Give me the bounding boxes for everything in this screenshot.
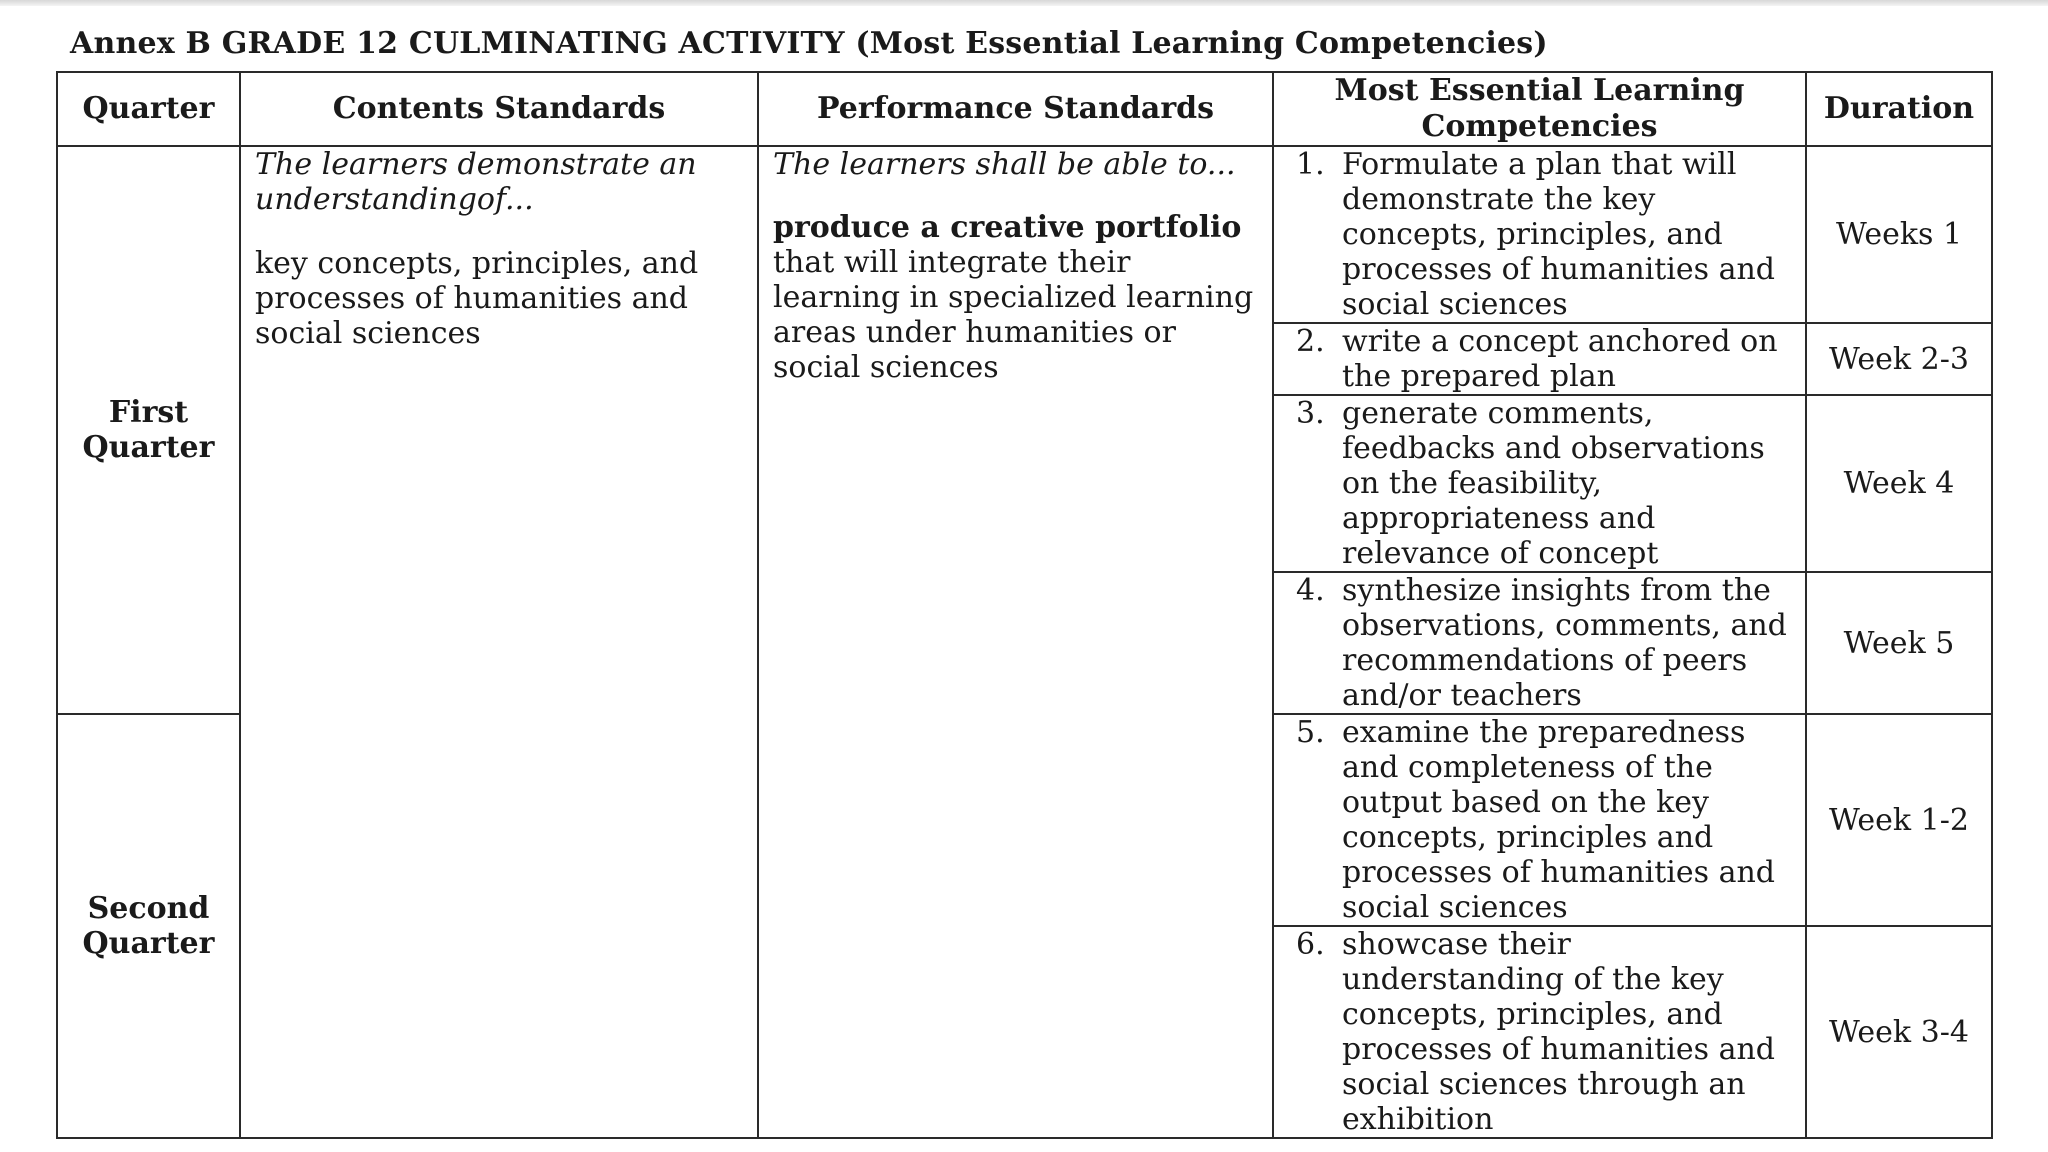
top-rule xyxy=(0,0,2048,6)
contents-standards-lead: The learners demonstrate an understandingof... xyxy=(255,147,697,217)
competency-4 xyxy=(1273,572,1806,714)
competency-2 xyxy=(1273,323,1806,395)
document-title: Annex B GRADE 12 CULMINATING ACTIVITY (Most Essential Learning Competencies) xyxy=(70,26,1548,61)
header-quarter: Quarter xyxy=(57,72,240,146)
competency-4-number: 4. xyxy=(1296,573,1325,608)
competency-4-text: synthesize insights from the observations, comments, and recommendations of peers and/or teachers xyxy=(1342,573,1787,713)
header-contents-standards: Contents Standards xyxy=(240,72,758,146)
table-header-row xyxy=(57,72,1992,146)
competency-6-number: 6. xyxy=(1296,927,1325,962)
duration-4: Week 5 xyxy=(1806,572,1992,714)
competency-1 xyxy=(1273,146,1806,323)
contents-standards-body: key concepts, principles, and processes of humanities and social sciences xyxy=(255,246,699,351)
quarter-second-label: Second Quarter xyxy=(82,891,215,961)
quarter-second xyxy=(57,714,240,1138)
competency-3 xyxy=(1273,395,1806,572)
duration-3: Week 4 xyxy=(1806,395,1992,572)
contents-standards-cell xyxy=(240,146,758,1138)
performance-standards-cell xyxy=(758,146,1273,1138)
header-duration: Duration xyxy=(1806,72,1992,146)
competency-5 xyxy=(1273,714,1806,926)
table-row xyxy=(57,146,1992,323)
duration-2: Week 2-3 xyxy=(1806,323,1992,395)
competency-5-text: examine the preparedness and completeness of the output based on the key concepts, principles and processes of humanities and social sciences xyxy=(1342,715,1775,925)
competency-1-text: Formulate a plan that will demonstrate the key concepts, principles, and processes of humanities and social sciences xyxy=(1342,147,1775,322)
header-performance-standards: Performance Standards xyxy=(758,72,1273,146)
competency-3-number: 3. xyxy=(1296,396,1325,431)
competency-1-number: 1. xyxy=(1296,147,1325,182)
competency-5-number: 5. xyxy=(1296,715,1325,750)
duration-1: Weeks 1 xyxy=(1806,146,1992,323)
quarter-first-label: First Quarter xyxy=(82,395,215,465)
competency-6 xyxy=(1273,926,1806,1138)
competency-2-number: 2. xyxy=(1296,324,1325,359)
header-competencies: Most Essential Learning Competencies xyxy=(1273,72,1806,146)
quarter-first xyxy=(57,146,240,714)
duration-6: Week 3-4 xyxy=(1806,926,1992,1138)
performance-standards-body: that will integrate their learning in specialized learning areas under humanities or social sciences xyxy=(773,245,1254,385)
duration-5: Week 1-2 xyxy=(1806,714,1992,926)
competency-2-text: write a concept anchored on the prepared plan xyxy=(1342,324,1778,394)
competency-6-text: showcase their understanding of the key concepts, principles, and processes of humanities and social sciences through an exhibition xyxy=(1342,927,1775,1137)
performance-standards-bold: produce a creative portfolio xyxy=(773,210,1242,245)
performance-standards-lead: The learners shall be able to... xyxy=(773,147,1236,182)
competency-3-text: generate comments, feedbacks and observations on the feasibility, appropriateness and relevance of concept xyxy=(1342,396,1765,571)
competencies-table xyxy=(56,71,1993,1139)
